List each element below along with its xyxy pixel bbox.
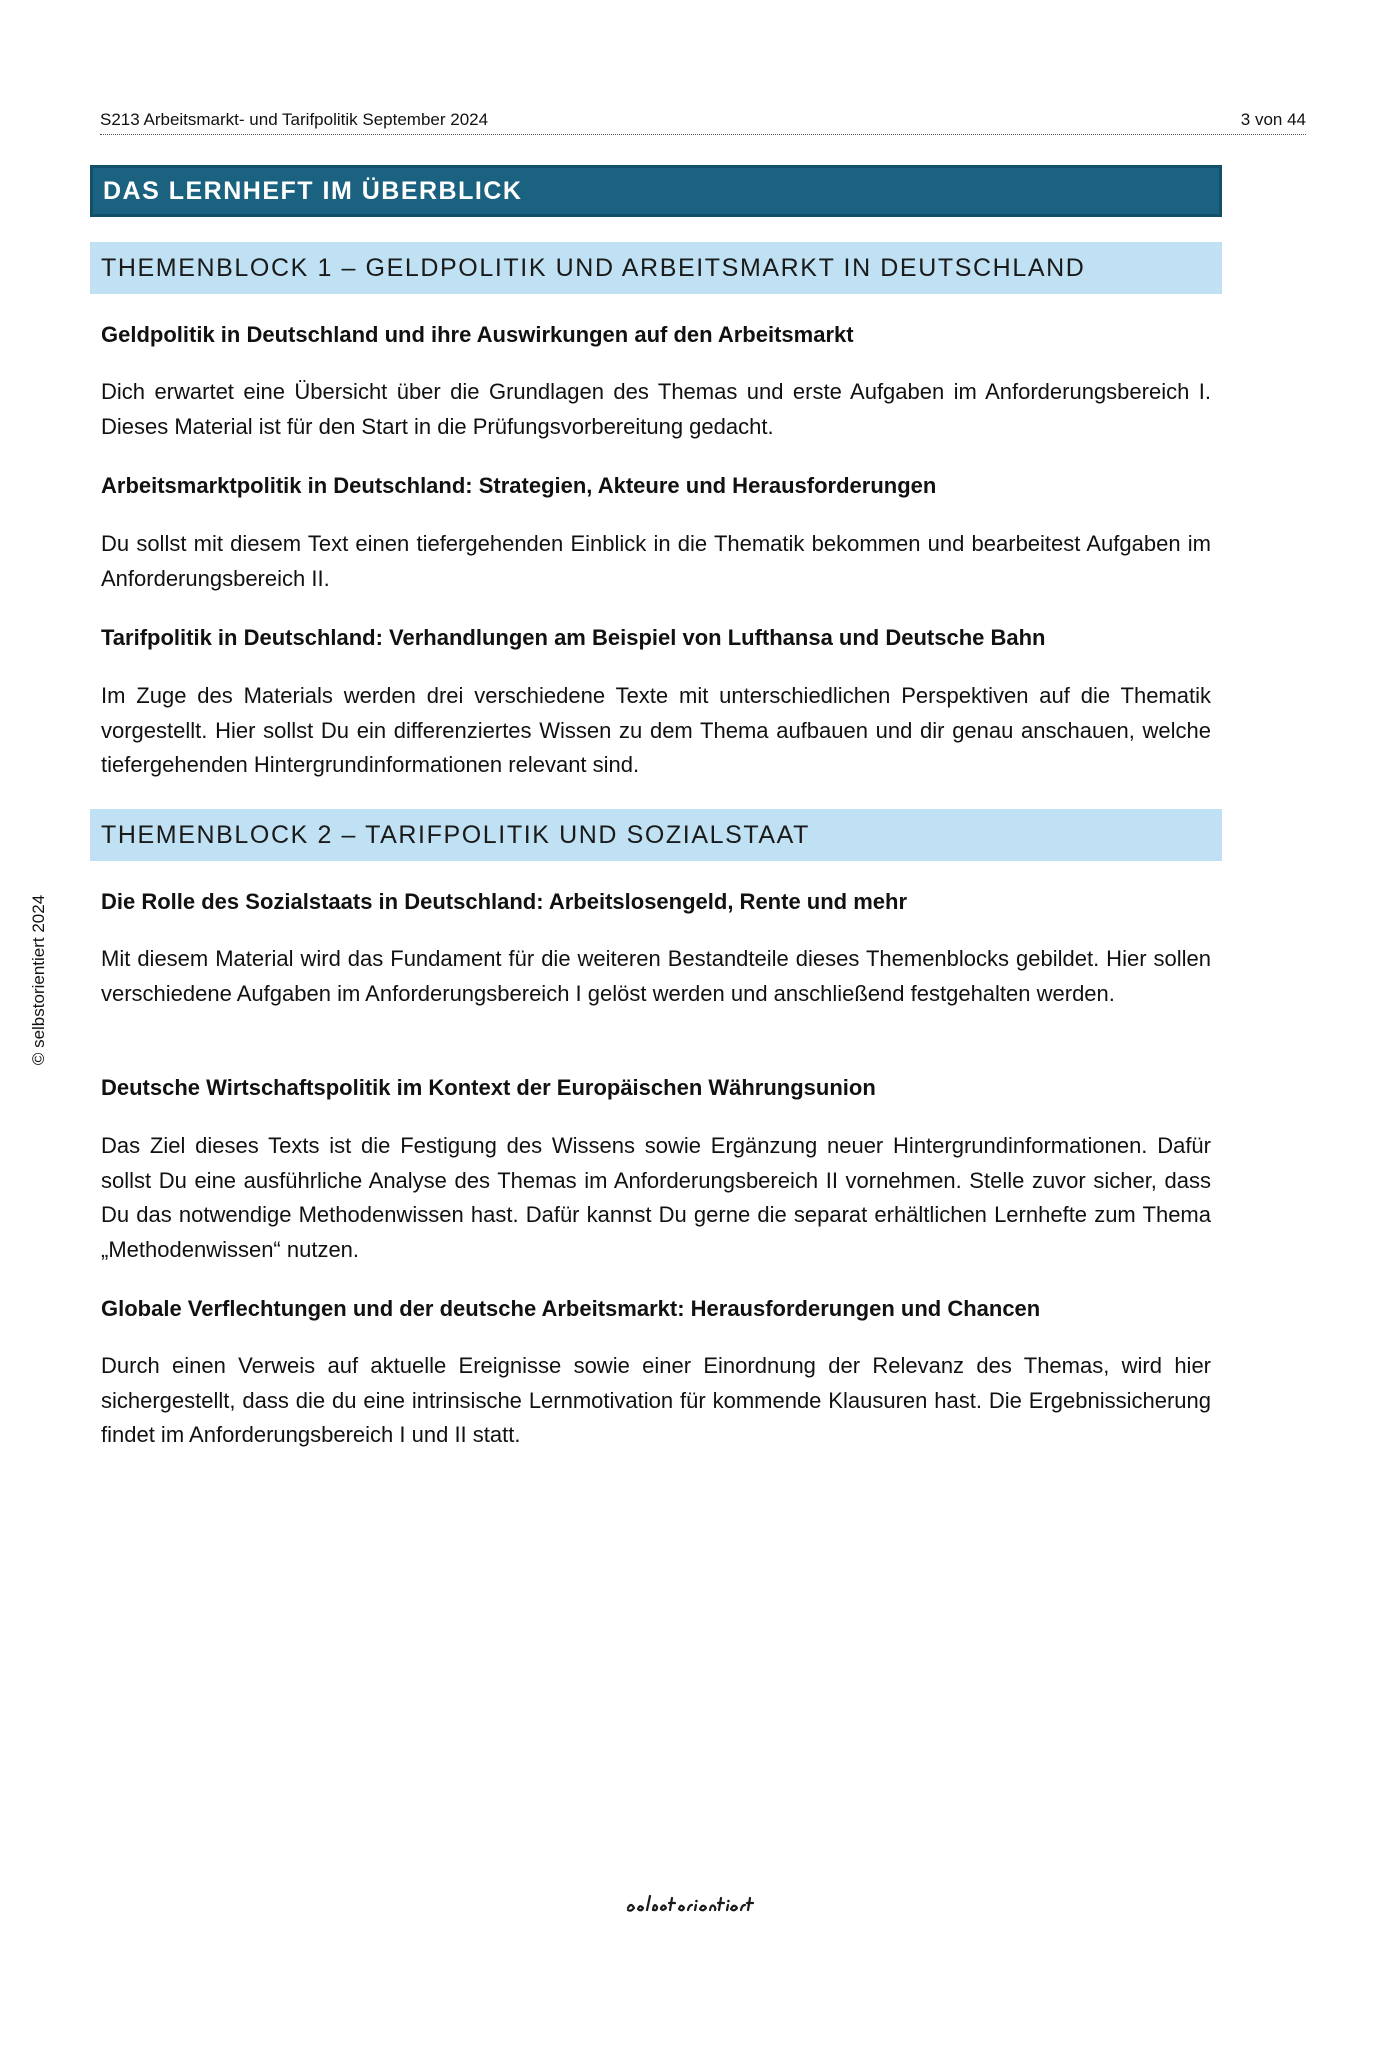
section-text: Durch einen Verweis auf aktuelle Ereignisse sowie einer Einordnung der Relevanz des Themas, wird hier sichergestellt, dass die du eine intrinsische Lernmotivation für kommende Klausuren hast. Die Ergebnissicherung findet im Anforderungsbereich I und II statt. (101, 1353, 1211, 1447)
page-number: 3 von 44 (1240, 110, 1306, 129)
section-text: Das Ziel dieses Texts ist die Festigung des Wissens sowie Ergänzung neuer Hintergrundinformationen. Dafür sollst Du eine ausführliche Analyse des Themas im Anforderungsbereich II vornehmen. Stelle zuvor sicher, dass Du das notwendige Methodenwissen hast. Dafür kannst Du gerne die separat erhältlichen Lernhefte zum Thema „Methodenwissen“ nutzen. (101, 1133, 1211, 1262)
page-header (100, 106, 1306, 135)
section-heading: Tarifpolitik in Deutschland: Verhandlungen am Beispiel von Lufthansa und Deutsche Bahn (101, 625, 1046, 650)
section-text: Du sollst mit diesem Text einen tiefergehenden Einblick in die Thematik bekommen und bearbeitest Aufgaben im Anforderungsbereich II. (101, 531, 1211, 591)
side-copyright: © selbstorientiert 2024 (29, 894, 48, 1066)
section-text: Im Zuge des Materials werden drei verschiedene Texte mit unterschiedlichen Perspektiven auf die Thematik vorgestellt. Hier sollst Du ein differenziertes Wissen zu dem Thema aufbauen und dir genau anschauen, welche tiefergehenden Hintergrundinformationen relevant sind. (101, 683, 1211, 777)
document-title: S213 Arbeitsmarkt- und Tarifpolitik September 2024 (100, 110, 489, 129)
section-text: Dich erwartet eine Übersicht über die Grundlagen des Themas und erste Aufgaben im Anforderungsbereich I. Dieses Material ist für den Start in die Prüfungsvorbereitung gedacht. (101, 379, 1211, 439)
themenblock-1-banner: THEMENBLOCK 1 – GELDPOLITIK UND ARBEITSMARKT IN DEUTSCHLAND (90, 242, 1222, 294)
section-heading: Deutsche Wirtschaftspolitik im Kontext der Europäischen Währungsunion (101, 1075, 876, 1100)
brand-logo-script-icon (600, 1888, 780, 1918)
section-heading: Geldpolitik in Deutschland und ihre Auswirkungen auf den Arbeitsmarkt (101, 322, 854, 347)
brand-logo-icon (600, 1888, 780, 1918)
themenblock-2-banner: THEMENBLOCK 2 – TARIFPOLITIK UND SOZIALSTAAT (90, 809, 1222, 861)
main-title-banner: DAS LERNHEFT IM ÜBERBLICK (90, 165, 1222, 217)
section-heading: Arbeitsmarktpolitik in Deutschland: Strategien, Akteure und Herausforderungen (101, 473, 937, 498)
section-text: Mit diesem Material wird das Fundament für die weiteren Bestandteile dieses Themenblocks gebildet. Hier sollen verschiedene Aufgaben im Anforderungsbereich I gelöst werden und anschließend festgehalten werden. (101, 946, 1211, 1006)
section-heading: Globale Verflechtungen und der deutsche Arbeitsmarkt: Herausforderungen und Chancen (101, 1296, 1041, 1321)
section-heading: Die Rolle des Sozialstaats in Deutschland: Arbeitslosengeld, Rente und mehr (101, 889, 908, 914)
